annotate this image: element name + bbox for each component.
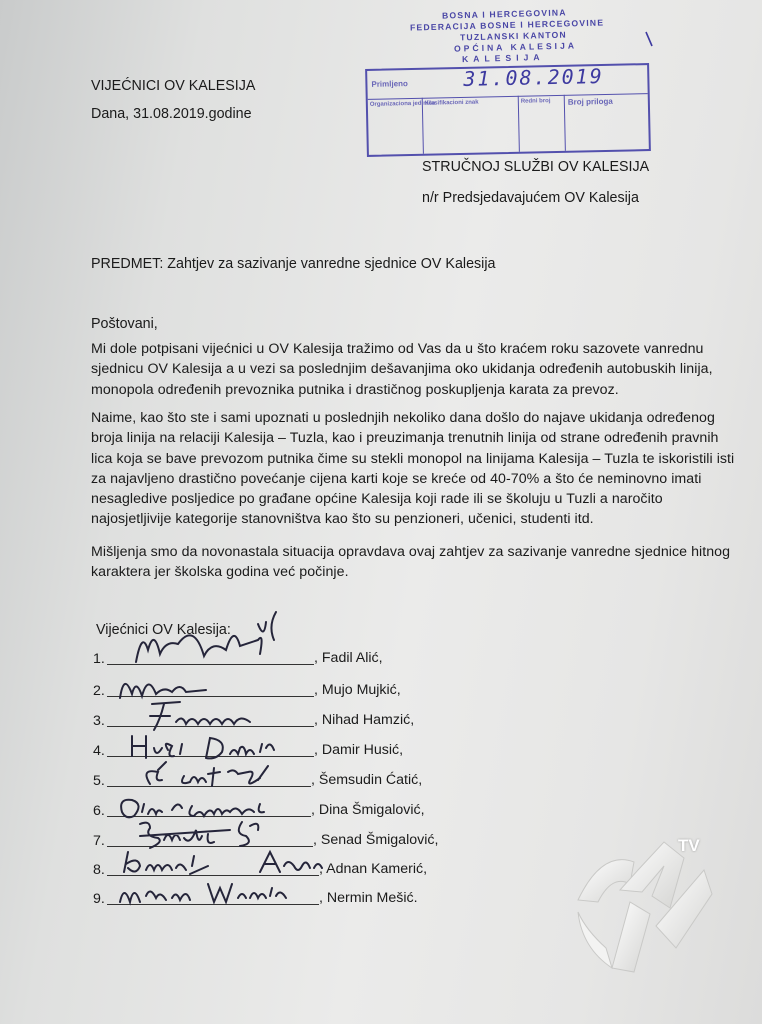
signature-scribble-5 bbox=[110, 758, 310, 794]
stamp-line-4: OPĆINA KALESIJA bbox=[453, 40, 578, 54]
paragraph-1-line: sjednicu OV Kalesija a u vezi sa poslednjim dešavanjima oko ukidanja određenih autobuskih linija, bbox=[91, 361, 713, 378]
paragraph-3-line: Mišljenja smo da novonastala situacija opravdava ovaj zahtjev za sazivanje vanredne sjednice hitnog bbox=[91, 544, 731, 560]
signature-number: 8. bbox=[93, 862, 105, 878]
stamp-col-2: Klasifikacioni znak bbox=[424, 99, 479, 107]
signatory-name: , Adnan Kamerić, bbox=[319, 861, 428, 877]
signatures-heading: Vijećnici OV Kalesija: bbox=[96, 622, 231, 638]
signature-number: 3. bbox=[93, 713, 105, 729]
signatory-name: , Šemsudin Ćatić, bbox=[311, 772, 423, 788]
signature-number: 7. bbox=[93, 833, 105, 849]
salutation: Poštovani, bbox=[91, 316, 158, 332]
signatory-name: , Fadil Alić, bbox=[314, 650, 383, 666]
stamp-col-4: Broj priloga bbox=[567, 96, 613, 107]
stamp-line-1: BOSNA I HERCEGOVINA bbox=[441, 7, 567, 21]
signatory-name: , Senad Šmigalović, bbox=[313, 832, 439, 848]
signature-scribble-1 bbox=[108, 610, 308, 672]
stamp-line-2: FEDERACIJA BOSNE I HERCEGOVINE bbox=[409, 17, 605, 33]
signatory-name: , Dina Šmigalović, bbox=[311, 802, 425, 818]
recipient-line-2: n/r Predsjedavajućem OV Kalesija bbox=[422, 190, 639, 206]
stamp-line-3: TUZLANSKI KANTON bbox=[459, 29, 568, 43]
stamp-line-5: KALESIJA bbox=[461, 51, 545, 65]
paragraph-2-line: broja linija na relaciji Kalesija – Tuzla, kao i preuzimanja trenutnih linija od strane određenih pravnih bbox=[91, 430, 719, 447]
sender-name: VIJEĆNICI OV KALESIJA bbox=[91, 78, 256, 94]
signature-number: 1. bbox=[93, 651, 105, 667]
signature-number: 2. bbox=[93, 683, 105, 699]
paragraph-3-line: karaktera jer školska godina već počinje. bbox=[91, 564, 349, 581]
recipient-line-1: STRUČNOJ SLUŽBI OV KALESIJA bbox=[422, 159, 650, 175]
pen-mark-icon bbox=[640, 30, 660, 50]
subject-line: PREDMET: Zahtjev za sazivanje vanredne sjednice OV Kalesija bbox=[91, 256, 496, 272]
stamp-received-label: Primljeno bbox=[371, 79, 408, 89]
stamp-col-1: Organizaciona jedinica bbox=[369, 100, 436, 108]
paragraph-1-line: Mi dole potpisani vijećnici u OV Kalesija tražimo od Vas da u što kraćem roku sazovete vanrednu bbox=[91, 341, 704, 357]
signature-number: 4. bbox=[93, 743, 105, 759]
paragraph-2 bbox=[91, 408, 734, 530]
signatory-name: , Mujo Mujkić, bbox=[314, 682, 401, 698]
signatory-name: , Damir Husić, bbox=[314, 742, 404, 758]
paragraph-2-line: lica koja se bave prevozom putnika čime su stekli monopol na linijama Kalesija – Tuzla te iskoristili isti bbox=[91, 450, 735, 467]
paragraph-2-line: za najavljeno drastično povećanje cijena karti koje se kreće od 40-70% a što će neminovno imati bbox=[91, 470, 702, 487]
watermark-text: TV bbox=[678, 836, 700, 855]
paragraph-3 bbox=[91, 542, 730, 583]
paragraph-1 bbox=[91, 339, 713, 400]
stamp-grid bbox=[365, 63, 651, 157]
signature-scribble-9 bbox=[110, 876, 310, 910]
paragraph-1-line: monopola određenih prevoznika putnika i drastičnog poskupljenja karata za prevoz. bbox=[91, 381, 619, 398]
registry-stamp bbox=[358, 0, 650, 152]
paragraph-2-line: Naime, kao što ste i sami upoznati u poslednjih nekoliko dana došlo do najave ukidanja određenog bbox=[91, 410, 715, 426]
letter-date: Dana, 31.08.2019.godine bbox=[91, 106, 252, 122]
signatory-name: , Nihad Hamzić, bbox=[314, 712, 415, 728]
signature-number: 5. bbox=[93, 773, 105, 789]
paragraph-2-line: nesagledive posljedice po građane općine Kalesija koji rade ili se školuju u Tuzli a naročito bbox=[91, 491, 663, 508]
signature-number: 6. bbox=[93, 803, 105, 819]
stamp-col-3: Redni broj bbox=[520, 98, 551, 105]
signature-number: 9. bbox=[93, 891, 105, 907]
stamp-received-date: 31.08.2019 bbox=[463, 63, 604, 91]
signatory-name: , Nermin Mešić. bbox=[319, 890, 418, 906]
tv-watermark-logo bbox=[572, 830, 722, 980]
paragraph-2-line: najosjetljivije kategorije stanovništva kao što su penzioneri, učenici, studenti itd. bbox=[91, 511, 594, 528]
